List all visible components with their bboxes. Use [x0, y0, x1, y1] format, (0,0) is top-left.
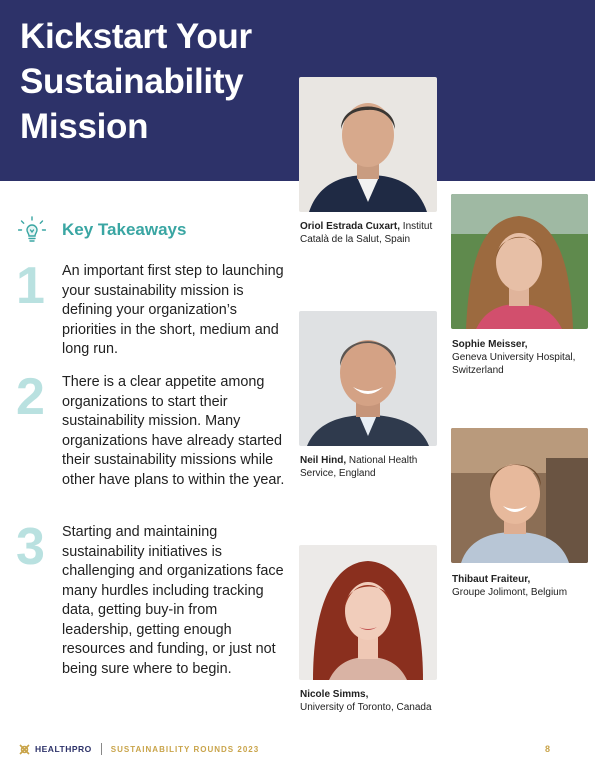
footer-report-title: SUSTAINABILITY ROUNDS 2023 — [110, 744, 260, 754]
footer-brand: HEALTHPRO — [35, 744, 92, 754]
person-name: Thibaut Fraiteur, — [452, 574, 531, 585]
person-affiliation: Català de la Salut, Spain — [300, 234, 411, 245]
takeaway-number: 2 — [16, 368, 45, 426]
takeaway-text: There is a clear appetite among organizations to start their sustainability mission. Many organizations have already started their sustainability missions while other have plans to within the year. — [62, 374, 285, 488]
caption-oriol — [300, 220, 450, 246]
takeaway-number: 3 — [16, 518, 45, 576]
caption-neil — [300, 454, 450, 480]
person-affiliation: Geneva University Hospital, Switzerland — [452, 352, 576, 376]
healthpro-logo-icon — [18, 743, 31, 756]
person-affiliation: University of Toronto, Canada — [300, 702, 432, 713]
person-name: Neil Hind, — [300, 455, 347, 466]
caption-sophie — [452, 338, 592, 377]
person-affiliation: Groupe Jolimont, Belgium — [452, 587, 568, 598]
person-affiliation: Service, England — [300, 468, 376, 479]
page-number: 8 — [544, 744, 550, 754]
takeaway-text: Starting and maintaining sustainability initiatives is challenging and organizations face many hurdles including tracking data, getting buy-in from leadership, getting enough resources and funding, or just not being sure where to begin. — [62, 524, 284, 677]
takeaway-2 — [16, 368, 286, 490]
takeaway-3 — [16, 518, 286, 679]
takeaway-number: 1 — [16, 257, 45, 315]
person-affiliation: Institut — [400, 221, 433, 232]
person-affiliation: National Health — [346, 455, 418, 466]
portrait-photo-thibaut — [451, 428, 588, 563]
page-title — [20, 14, 300, 149]
title-line-3: Mission — [20, 107, 149, 146]
person-name: Nicole Simms, — [300, 689, 369, 700]
person-name: Oriol Estrada Cuxart, — [300, 221, 401, 232]
portrait-photo-nicole — [299, 545, 437, 680]
footer-divider — [101, 743, 102, 755]
caption-nicole — [300, 688, 460, 714]
title-line-2: Sustainability — [20, 62, 244, 101]
key-takeaways-heading — [18, 216, 186, 244]
title-line-1: Kickstart Your — [20, 17, 252, 56]
page-footer — [18, 741, 578, 757]
portrait-photo-sophie — [451, 194, 588, 329]
portrait-photo-oriol — [299, 77, 437, 212]
lightbulb-icon — [18, 216, 46, 244]
takeaway-text: An important first step to launching your sustainability mission is defining your organization’s priorities in the short, medium and long run. — [62, 263, 284, 357]
portrait-photo-neil — [299, 311, 437, 446]
caption-thibaut — [452, 573, 592, 599]
person-name: Sophie Meisser, — [452, 339, 528, 350]
key-takeaways-label: Key Takeaways — [62, 220, 187, 239]
takeaway-1 — [16, 257, 286, 360]
